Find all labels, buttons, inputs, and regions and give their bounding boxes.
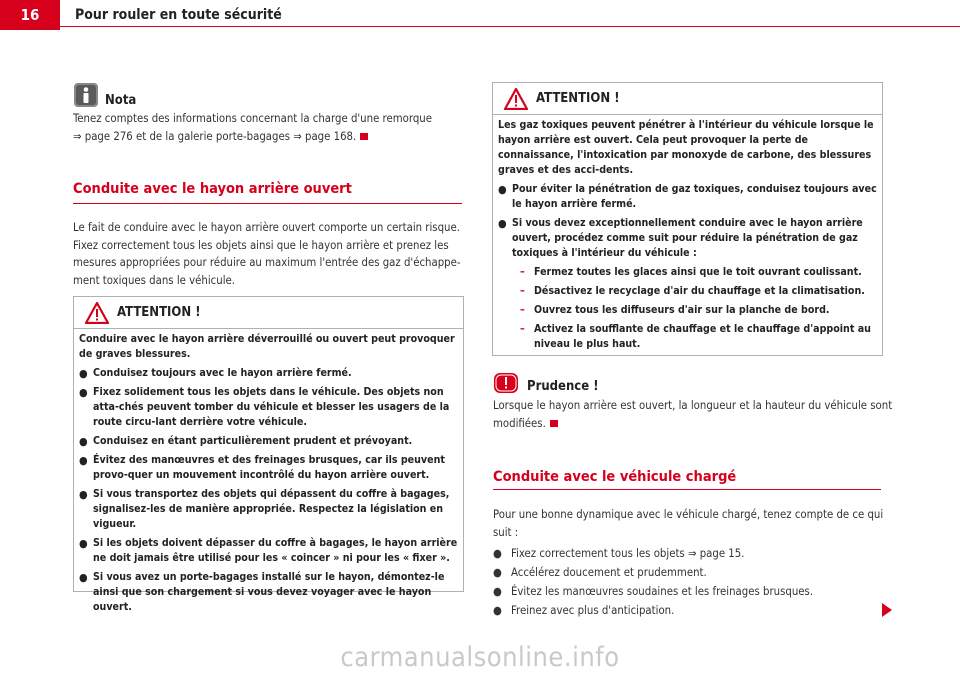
section-rule xyxy=(493,489,881,490)
caution-heading xyxy=(493,372,599,394)
warning-bullet: ● Si vous devez exceptionnellement conduire avec le hayon arrière ouvert, procédez comme suit pour réduire la pénétration de gaz toxiques à l'intérieur du véhicule : xyxy=(498,217,863,259)
section-title: Conduite avec le véhicule chargé xyxy=(493,469,737,485)
info-icon xyxy=(73,82,99,108)
warning-bullet: ● Conduisez en étant particulièrement prudent et prévoyant. xyxy=(79,435,413,448)
warning-bullet: ● Conduisez toujours avec le hayon arrière fermé. xyxy=(79,367,352,380)
list-item: ● Fixez correctement tous les objets ⇒ page 15. xyxy=(493,547,745,560)
warning-dash-item: – Activez la soufflante de chauffage et le chauffage d'appoint au niveau le plus haut. xyxy=(520,323,871,350)
warning-bullet: ● Pour éviter la pénétration de gaz toxiques, conduisez toujours avec le hayon arrière fermé. xyxy=(498,183,877,210)
paragraph-line: Le fait de conduire avec le hayon arrière ouvert comporte un certain risque. xyxy=(73,221,460,234)
warning-header xyxy=(493,83,882,115)
section-title: Conduite avec le hayon arrière ouvert xyxy=(73,181,352,197)
page-header xyxy=(0,0,960,30)
paragraph-line: mesures appropriées pour réduire au maximum l'entrée des gaz d'échappe- xyxy=(73,256,461,269)
caution-title: Prudence ! xyxy=(527,379,599,394)
page-number: 16 xyxy=(0,0,60,30)
list-item: ● Accélérez doucement et prudemment. xyxy=(493,566,707,579)
caution-icon xyxy=(493,372,519,394)
warning-bullet: ● Si vous avez un porte-bagages installé sur le hayon, démontez-le ainsi que son chargement si vous devez voyager avec le hayon ouvert. xyxy=(79,571,445,613)
note-title: Nota xyxy=(105,93,137,108)
caution-line: Lorsque le hayon arrière est ouvert, la longueur et la hauteur du véhicule sont xyxy=(493,399,893,412)
section-paragraph xyxy=(73,219,461,289)
end-marker-icon xyxy=(550,420,558,427)
caution-text xyxy=(493,397,892,432)
warning-dash-item: – Fermez toutes les glaces ainsi que le toit ouvrant coulissant. xyxy=(520,266,862,278)
warning-box xyxy=(492,82,883,356)
bullet-list xyxy=(493,544,813,620)
page-title: Pour rouler en toute sécurité xyxy=(75,7,282,23)
warning-intro: Conduire avec le hayon arrière déverrouillé ou ouvert peut provoquer de graves blessures. xyxy=(79,333,455,360)
warning-dash-item: – Ouvrez tous les diffuseurs d'air sur la planche de bord. xyxy=(520,304,830,316)
warning-box xyxy=(73,296,464,613)
warning-triangle-icon xyxy=(85,302,109,324)
next-page-arrow-icon xyxy=(882,603,892,617)
warning-title: ATTENTION ! xyxy=(117,305,201,320)
note-line: ⇒ page 276 et de la galerie porte-bagages ⇒ page 168. xyxy=(73,129,357,143)
warning-title: ATTENTION ! xyxy=(536,91,620,106)
caution-line: modifiées. xyxy=(493,416,546,430)
note-text xyxy=(73,110,432,145)
warning-body xyxy=(74,329,463,619)
end-marker-icon xyxy=(360,133,368,140)
list-item: ● Évitez les manœuvres soudaines et les freinages brusques. xyxy=(493,585,814,598)
section-rule xyxy=(73,203,462,204)
watermark: carmanualsonline.info xyxy=(340,642,620,673)
paragraph-line: Pour une bonne dynamique avec le véhicule chargé, tenez compte de ce qui xyxy=(493,508,884,521)
section-paragraph xyxy=(493,506,883,541)
note-line: Tenez comptes des informations concernant la charge d'une remorque xyxy=(73,112,432,125)
header-rule xyxy=(60,26,960,27)
warning-intro: Les gaz toxiques peuvent pénétrer à l'intérieur du véhicule lorsque le hayon arrière est ouvert. Cela peut provoquer la perte de connaissance, l'intoxication par monoxyde de carbone, des blessures graves et des acci-dents. xyxy=(498,119,874,176)
warning-triangle-icon xyxy=(504,88,528,110)
list-item: ● Freinez avec plus d'anticipation. xyxy=(493,604,675,617)
warning-bullet: ● Si vous transportez des objets qui dépassent du coffre à bagages, signalisez-les de manière appropriée. Respectez la législation en vigueur. xyxy=(79,488,450,530)
warning-body xyxy=(493,115,882,356)
paragraph-line: Fixez correctement tous les objets ainsi que le hayon arrière et prenez les xyxy=(73,238,449,252)
warning-bullet: ● Fixez solidement tous les objets dans le véhicule. Des objets non atta-chés peuvent tomber du véhicule et blesser les usagers de la route circu-lant derrière votre véhicule. xyxy=(79,386,450,428)
paragraph-line: suit : xyxy=(493,525,519,539)
warning-bullet: ● Si les objets doivent dépasser du coffre à bagages, le hayon arrière ne doit jamais être utilisé pour les « coincer » ni pour les « fixer ». xyxy=(79,537,458,564)
note-heading xyxy=(73,82,136,108)
warning-dash-item: – Désactivez le recyclage d'air du chauffage et la climatisation. xyxy=(520,285,865,297)
warning-bullet: ● Évitez des manœuvres et des freinages brusques, car ils peuvent provo-quer un mouvement incontrôlé du hayon arrière ouvert. xyxy=(79,454,445,481)
warning-header xyxy=(74,297,463,329)
paragraph-line: ment toxiques dans le véhicule. xyxy=(73,273,235,287)
